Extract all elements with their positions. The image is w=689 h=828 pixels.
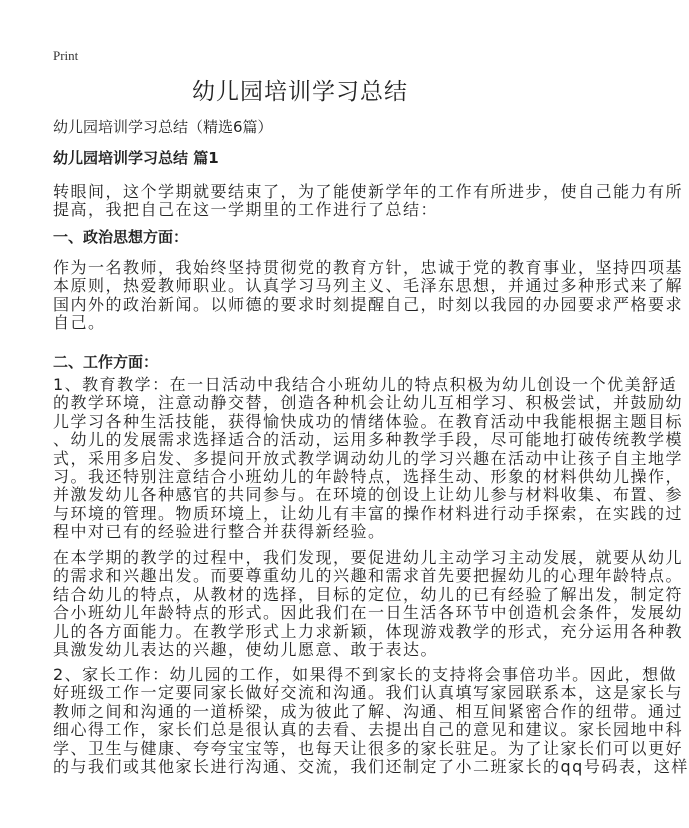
page-title: 幼儿园培训学习总结 — [192, 79, 408, 105]
text-line: 、幼儿的发展需求选择适合的活动，运用多种教学手段，尽可能地打破传统教学模 — [53, 430, 684, 450]
text-line: 国内外的政治新闻。以师德的要求时刻提醒自己，时刻以我园的办园要求严格要求 — [53, 294, 684, 314]
teaching-paragraph — [53, 376, 683, 542]
text-line: 好班级工作一定要同家长做好交流和沟通。我们认真填写家园联系本，这是家长与 — [53, 683, 684, 703]
text-line: 儿的各方面能力。在教学形式上力求新颖，体现游戏教学的形式，充分运用各种教 — [53, 621, 684, 641]
text-line: 转眼间，这个学期就要结束了，为了能使新学年的工作有所进步，使自己能力有所 — [53, 182, 684, 201]
text-line: 习。我还特别注意结合小班幼儿的年龄特点，选择生动、形象的材料供幼儿操作， — [53, 466, 684, 486]
text-line: 与环境的管理。物质环境上，让幼儿有丰富的操作材料进行动手探索，在实践的过 — [53, 503, 684, 523]
text-line: 并激发幼儿各种感官的共同参与。在环境的创设上让幼儿参与材料收集、布置、参 — [53, 485, 684, 505]
text-line: 的需求和兴趣出发。而要尊重幼儿的兴趣和需求首先要把握幼儿的心理年龄特点。 — [53, 566, 684, 586]
text-line: 在本学期的教学的过程中，我们发现，要促进幼儿主动学习主动发展，就要从幼儿 — [53, 548, 684, 567]
politics-paragraph — [53, 259, 683, 333]
section-heading: 幼儿园培训学习总结 篇1 — [53, 149, 219, 167]
parent-work-paragraph — [53, 666, 689, 776]
text-line: 细心得工作，家长们总是很认真的去看、去提出自己的意见和建议。家长园地中科 — [53, 720, 684, 740]
heading-politics: 一、政治思想方面： — [53, 228, 189, 246]
reflection-paragraph — [53, 549, 683, 659]
text-line: 教师之间和沟通的一道桥梁，成为彼此了解、沟通、相互间紧密合作的纽带。通过 — [53, 701, 684, 721]
text-line: 2、家长工作：幼儿园的工作，如果得不到家长的支持将会事倍功半。因此，想做 — [53, 665, 678, 684]
text-line: 式，采用多启发、多提问开放式教学调动幼儿的学习兴趣在活动中让孩子自主地学 — [53, 448, 684, 468]
subtitle: 幼儿园培训学习总结（精选6篇） — [53, 118, 273, 136]
text-line: 提高，我把自己在这一学期里的工作进行了总结： — [53, 200, 439, 220]
text-line: 具激发幼儿表达的兴趣，使幼儿愿意、敢于表达。 — [53, 639, 439, 659]
text-line: 自己。 — [53, 313, 106, 333]
heading-work: 二、工作方面： — [53, 353, 159, 371]
text-line: 作为一名教师，我始终坚持贯彻党的教育方针，忠诚于党的教育事业，坚持四项基 — [53, 258, 684, 277]
text-line: 合小班幼儿年龄特点的形式。因此我们在一日生活各环节中创造机会条件，发展幼 — [53, 603, 684, 623]
text-line: 1、教育教学：在一日活动中我结合小班幼儿的特点积极为幼儿创设一个优美舒适 — [53, 375, 678, 394]
text-line: 学、卫生与健康、夸夸宝宝等，也每天让很多的家长驻足。为了让家长们可以更好 — [53, 738, 684, 758]
text-line: 结合幼儿的特点，从教材的选择，目标的定位，幼儿的已有经验了解出发，制定符 — [53, 584, 684, 604]
text-line: 儿学习各种生活技能，获得愉快成功的情绪体验。在教育活动中我能根据主题目标 — [53, 411, 684, 431]
text-line: 本原则，热爱教师职业。认真学习马列主义、毛泽东思想，并通过多种形式来了解 — [53, 276, 684, 296]
text-line: 的教学环境，注意动静交替，创造各种机会让幼儿互相学习、积极尝试，并鼓励幼 — [53, 393, 684, 413]
print-link[interactable]: Print — [53, 48, 79, 63]
text-line: 的与我们或其他家长进行沟通、交流，我们还制定了小二班家长的qq号码表，这样 — [53, 756, 689, 776]
intro-paragraph — [53, 183, 683, 220]
text-line: 程中对已有的经验进行整合并获得新经验。 — [53, 522, 386, 542]
